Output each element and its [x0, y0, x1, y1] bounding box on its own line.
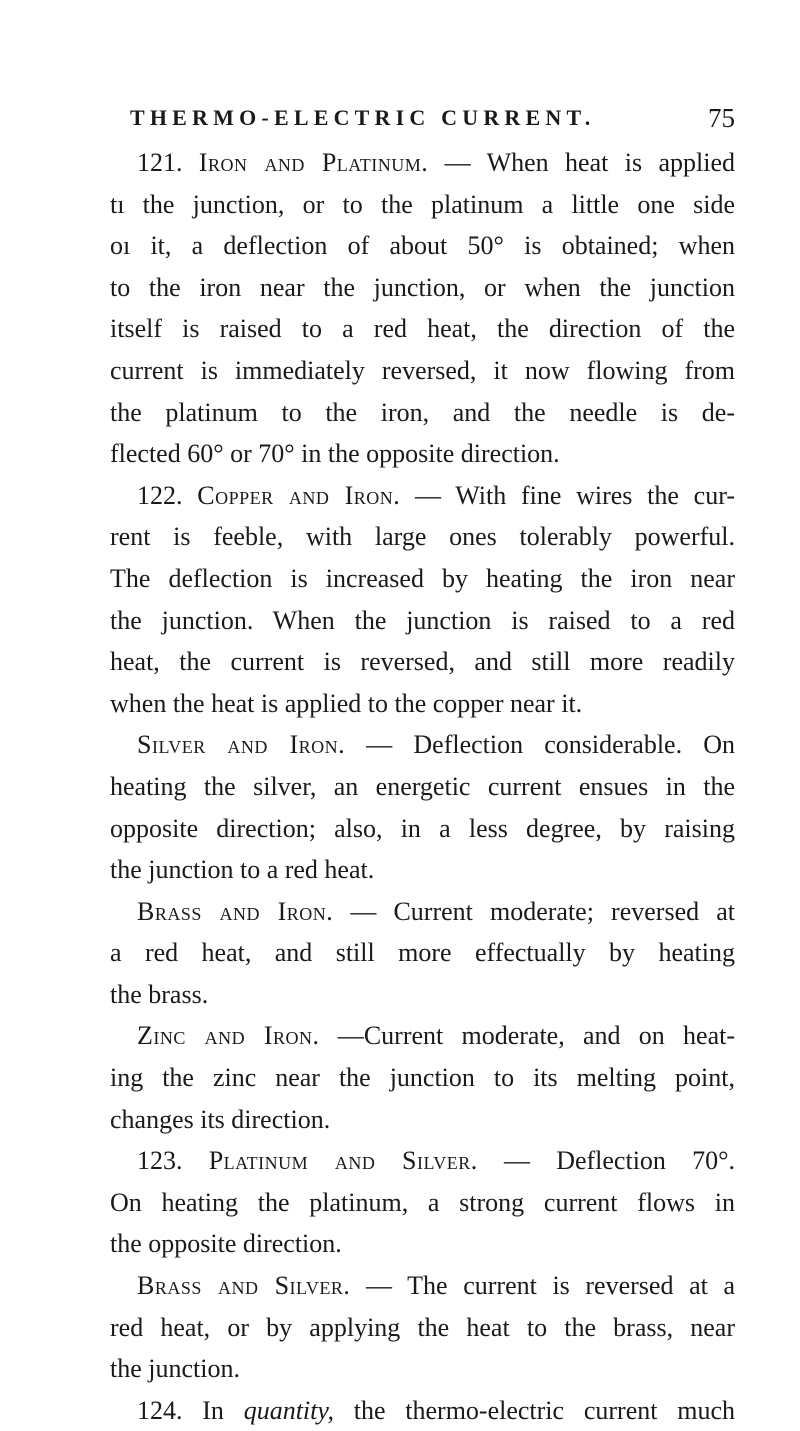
text-run: rent is feeble, with large ones tolerably powerful.	[110, 522, 735, 552]
text-run: current is immediately reversed, it now flowing from	[110, 355, 735, 385]
body-text	[110, 142, 735, 1431]
text-run: 122.	[137, 480, 198, 510]
text-line	[110, 184, 735, 226]
text-run: The deflection is increased by heating the iron near	[110, 563, 735, 593]
text-run: opposite direction; also, in a less degree, by raising	[110, 813, 735, 843]
page-number: 75	[708, 103, 735, 133]
text-line	[110, 142, 735, 184]
text-run: ing the zinc near the junction to its melting point,	[110, 1063, 735, 1093]
text-run: the platinum to the iron, and the needle is de-	[110, 397, 735, 427]
text-run: 121.	[137, 148, 199, 177]
text-run: — When heat is applied	[428, 148, 735, 177]
text-run: heat, the current is reversed, and still more readily	[110, 647, 735, 677]
text-line	[110, 600, 735, 642]
text-run: to the iron near the junction, or when the junction	[110, 272, 735, 302]
text-line	[110, 766, 735, 808]
text-run: the junction. When the junction is raised to a red	[110, 605, 735, 635]
text-run: — Deflection considerable. On	[345, 730, 735, 760]
text-run: flected 60° or 70° in the opposite direction.	[110, 439, 560, 469]
text-run: — With fine wires the cur-	[400, 480, 735, 510]
text-run: oı it, a deflection of about 50° is obtained; when	[110, 231, 735, 261]
text-line	[110, 1182, 735, 1224]
text-line	[110, 1015, 735, 1057]
text-line	[110, 350, 735, 392]
text-line	[110, 1265, 735, 1307]
text-line	[110, 1223, 735, 1265]
text-run: tı the junction, or to the platinum a little one side	[110, 189, 735, 219]
text-run: itself is raised to a red heat, the direction of the	[110, 314, 735, 344]
text-line	[110, 225, 735, 267]
text-line	[110, 558, 735, 600]
text-run: the junction to a red heat.	[110, 855, 375, 885]
text-line	[110, 724, 735, 766]
text-run: when the heat is applied to the copper near it.	[110, 688, 583, 718]
section-heading: Copper and Iron.	[197, 480, 401, 510]
text-run: 123.	[137, 1146, 209, 1176]
text-line	[110, 516, 735, 558]
text-line	[110, 475, 735, 517]
text-run: the opposite direction.	[110, 1229, 342, 1259]
text-line	[110, 849, 735, 891]
text-line	[110, 392, 735, 434]
text-line	[110, 683, 735, 725]
emphasis-text: quantity,	[243, 1395, 334, 1425]
text-line	[110, 433, 735, 475]
text-line	[110, 1057, 735, 1099]
section-heading: Platinum and Silver.	[208, 1146, 478, 1176]
text-line	[110, 974, 735, 1016]
text-line	[110, 1140, 735, 1182]
text-line	[110, 308, 735, 350]
section-heading: Brass and Iron.	[137, 896, 334, 926]
text-run: On heating the platinum, a strong current flows in	[110, 1187, 735, 1217]
text-line	[110, 1307, 735, 1349]
text-line	[110, 267, 735, 309]
text-run: —Current moderate, and on heat-	[319, 1021, 735, 1051]
text-line	[110, 1099, 735, 1141]
text-line	[110, 641, 735, 683]
text-line	[110, 808, 735, 850]
text-line	[110, 891, 735, 933]
running-head-title: THERMO-ELECTRIC CURRENT.	[130, 105, 596, 130]
text-run: red heat, or by applying the heat to the brass, near	[110, 1312, 735, 1342]
text-run: the brass.	[110, 979, 209, 1009]
text-run: — Deflection 70°.	[477, 1146, 735, 1176]
text-line	[110, 932, 735, 974]
running-head	[110, 98, 800, 138]
section-heading: Brass and Silver.	[137, 1271, 351, 1301]
text-run: the junction.	[110, 1354, 240, 1384]
text-run: — Current moderate; reversed at	[333, 896, 735, 926]
section-heading: Silver and Iron.	[137, 730, 346, 760]
text-run: changes its direction.	[110, 1104, 331, 1134]
text-run: 124. In	[137, 1395, 244, 1425]
text-run: the thermo-electric current much	[333, 1395, 735, 1425]
text-run: heating the silver, an energetic current ensues in the	[110, 771, 735, 801]
section-heading: Iron and Platinum.	[198, 148, 429, 177]
section-heading: Zinc and Iron.	[137, 1021, 320, 1051]
text-line	[110, 1390, 735, 1431]
text-line	[110, 1348, 735, 1390]
text-run: — The current is reversed at a	[350, 1271, 735, 1301]
text-run: a red heat, and still more effectually by heating	[110, 938, 735, 968]
